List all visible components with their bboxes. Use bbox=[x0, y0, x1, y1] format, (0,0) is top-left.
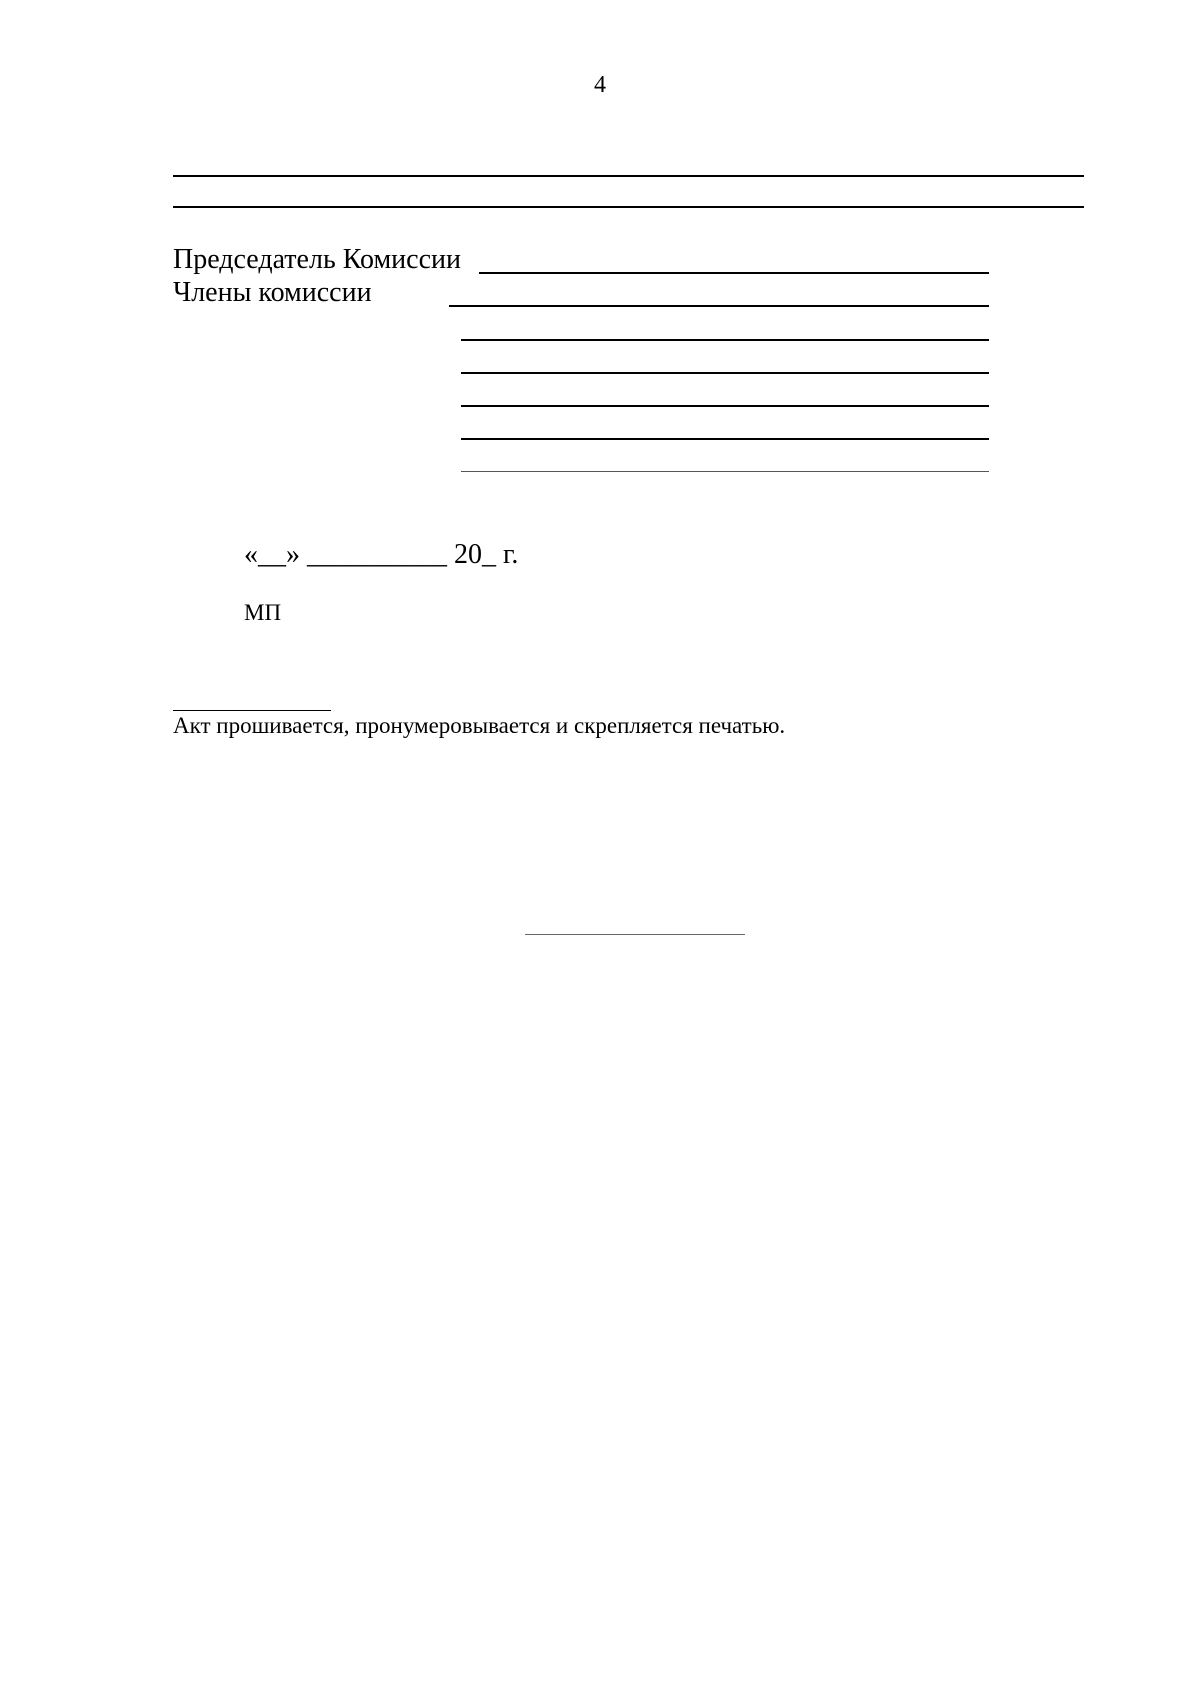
blank-line-2 bbox=[173, 206, 1084, 208]
member-signature-line-3 bbox=[461, 372, 989, 374]
member-signature-line-2 bbox=[461, 339, 989, 341]
member-signature-line-1 bbox=[449, 305, 989, 307]
member-signature-line-5 bbox=[461, 438, 989, 440]
date-line: «__» __________ 20_ г. bbox=[244, 539, 519, 570]
page-number: 4 bbox=[594, 72, 606, 98]
end-of-document-line bbox=[525, 934, 745, 935]
chairman-signature-line bbox=[479, 272, 989, 274]
members-label: Члены комиссии bbox=[173, 277, 372, 308]
member-signature-line-6 bbox=[461, 471, 989, 472]
chairman-label: Председатель Комиссии bbox=[173, 244, 461, 275]
member-signature-line-4 bbox=[461, 405, 989, 407]
stamp-label: МП bbox=[244, 600, 282, 625]
blank-line-1 bbox=[173, 175, 1084, 177]
footnote-separator bbox=[173, 710, 331, 711]
footnote-text: Акт прошивается, пронумеровывается и скрепляется печатью. bbox=[173, 713, 786, 738]
